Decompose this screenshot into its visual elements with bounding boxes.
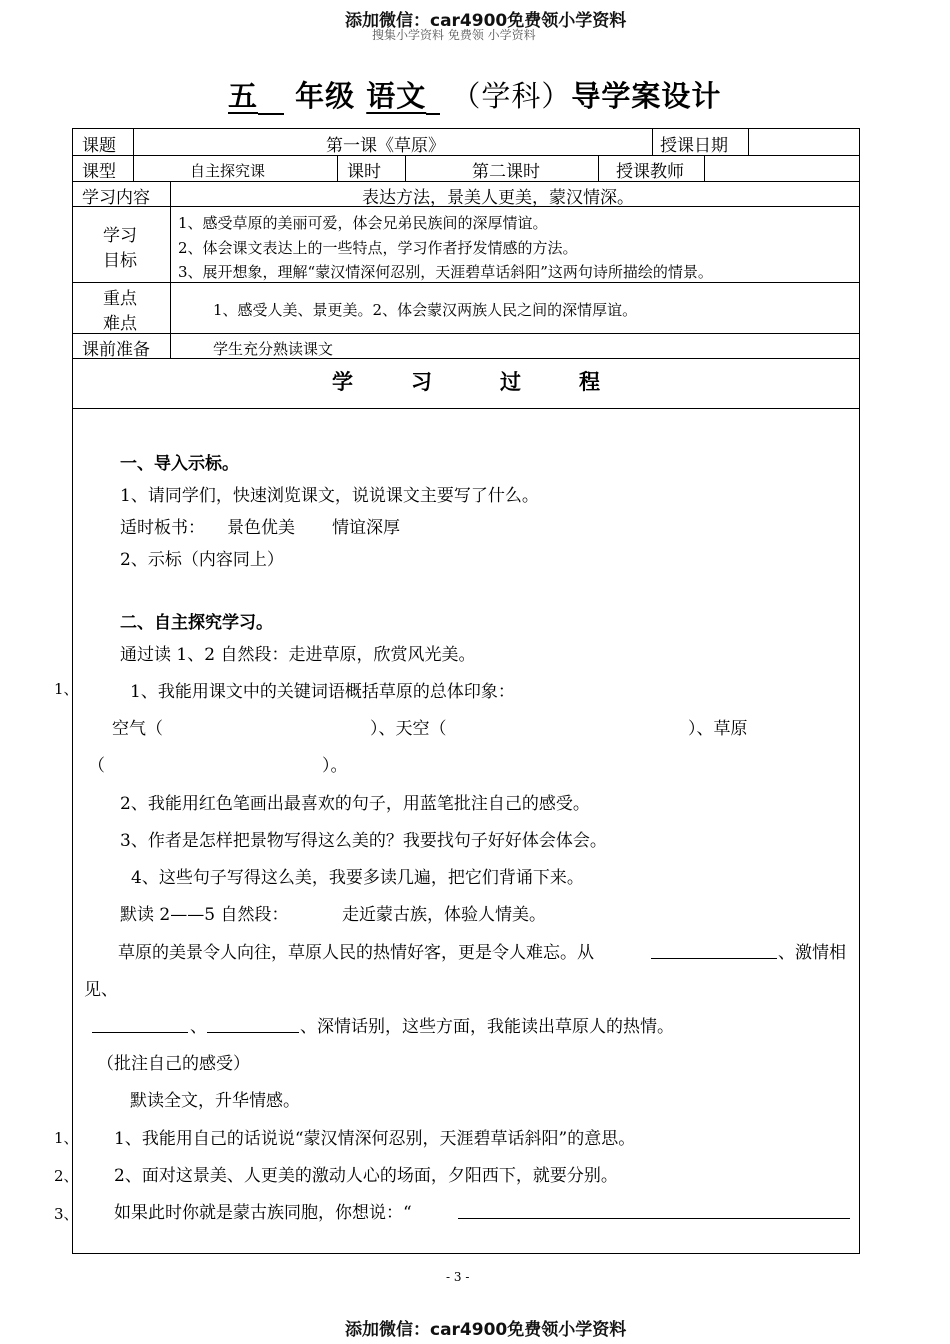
- margin-number: 3、: [54, 1205, 79, 1223]
- watermark-bottom: 添加微信：car4900免费领小学资料: [345, 1320, 627, 1340]
- body-line: 4、这些句子写得这么美，我要多读几遍，把它们背诵下来。: [131, 868, 584, 888]
- body-line: 2、面对这景美、人更美的激动人心的场面，夕阳西下，就要分别。: [114, 1166, 618, 1186]
- lesson-label: 课题: [82, 136, 116, 156]
- body-line: 默读 2——5 自然段：: [120, 905, 289, 925]
- prep-label: 课前准备: [82, 340, 150, 360]
- title-suffix: 导学案设计: [571, 79, 722, 113]
- watermark-top: 添加微信：car4900免费领小学资料: [345, 11, 627, 31]
- margin-number: 2、: [54, 1167, 79, 1185]
- goal-item: 1、感受草原的美丽可爱，体会兄弟民族间的深厚情谊。: [178, 214, 548, 232]
- goal-item: 2、体会课文表达上的一些特点，学习作者抒发情感的方法。: [178, 239, 578, 257]
- body-line: 1、我能用课文中的关键词语概括草原的总体印象：: [130, 682, 515, 702]
- type-label: 课型: [82, 162, 116, 182]
- subtitle: 搜集小学资料 免费领 小学资料: [372, 28, 536, 42]
- content-label: 学习内容: [82, 188, 150, 208]
- key-value: 1、感受人美、景更美。2、体会蒙汉两族人民之间的深情厚谊。: [213, 301, 638, 319]
- body-line: 默读全文，升华情感。: [130, 1091, 300, 1111]
- period-label: 课时: [347, 162, 381, 182]
- key-label-1: 重点: [103, 289, 137, 309]
- prep-value: 学生充分熟读课文: [213, 340, 334, 358]
- date-label: 授课日期: [660, 136, 728, 156]
- body-line: 草原的美景令人向往，草原人民的热情好客，更是令人难忘。从: [118, 943, 594, 963]
- page-title: [228, 74, 721, 115]
- fill-blank[interactable]: [207, 1032, 299, 1033]
- period-value: 第二课时: [472, 162, 540, 182]
- body-line: 2、我能用红色笔画出最喜欢的句子，用蓝笔批注自己的感受。: [120, 794, 590, 814]
- body-line: 、: [190, 1017, 207, 1037]
- type-value: 自主探究课: [190, 162, 266, 180]
- goal-item: 3、展开想象，理解“蒙汉情深何忍别，天涯碧草话斜阳”这两句诗所描绘的情景。: [178, 263, 713, 281]
- page-number: - 3 -: [446, 1270, 470, 1284]
- open-paren: （: [88, 756, 105, 776]
- fill-blank[interactable]: [458, 1218, 850, 1219]
- body-line: 走近蒙古族，体验人情美。: [342, 905, 546, 925]
- body-line: 1、请同学们，快速浏览课文，说说课文主要写了什么。: [120, 486, 539, 506]
- body-line: （批注自己的感受）: [97, 1054, 250, 1074]
- goals-label-2: 目标: [103, 251, 137, 271]
- air-label: 空气（: [112, 719, 163, 739]
- close-paren: ）。: [322, 756, 348, 776]
- margin-number: 1、: [54, 1129, 79, 1147]
- body-line: 通过读 1、2 自然段：走进草原，欣赏风光美。: [120, 645, 476, 665]
- body-line: 、深情话别，这些方面，我能读出草原人的热情。: [300, 1017, 674, 1037]
- teacher-label: 授课教师: [616, 162, 684, 182]
- title-grade: 五: [228, 79, 259, 113]
- margin-number: 1、: [54, 680, 79, 698]
- title-subject: 语文: [366, 79, 427, 113]
- title-grade-suffix: 年级: [295, 79, 356, 113]
- section-2-title: 二、自主探究学习。: [120, 613, 273, 633]
- board-label: 适时板书：: [120, 518, 205, 538]
- title-subject-note: （学科）: [451, 79, 572, 113]
- body-line: 如果此时你就是蒙古族同胞，你想说：“: [114, 1203, 412, 1223]
- body-line: 2、示标（内容同上）: [120, 550, 284, 570]
- grass-label: ）、草原: [688, 719, 748, 739]
- body-line: 1、我能用自己的话说说“蒙汉情深何忍别，天涯碧草话斜阳”的意思。: [114, 1129, 636, 1149]
- body-line: 3、作者是怎样把景物写得这么美的？我要找句子好好体会体会。: [120, 831, 607, 851]
- fill-blank[interactable]: [651, 958, 777, 959]
- lesson-value: 第一课《草原》: [326, 136, 445, 156]
- body-line: 、激情相: [778, 943, 846, 963]
- sky-label: ）、天空（: [370, 719, 447, 739]
- section-1-title: 一、导入示标。: [120, 454, 239, 474]
- board-item-1: 景色优美: [227, 518, 295, 538]
- board-item-2: 情谊深厚: [332, 518, 400, 538]
- body-line: 见、: [84, 980, 118, 1000]
- goals-label-1: 学习: [103, 226, 137, 246]
- key-label-2: 难点: [103, 314, 137, 334]
- content-value: 表达方法，景美人更美，蒙汉情深。: [362, 188, 634, 208]
- fill-blank[interactable]: [92, 1032, 188, 1033]
